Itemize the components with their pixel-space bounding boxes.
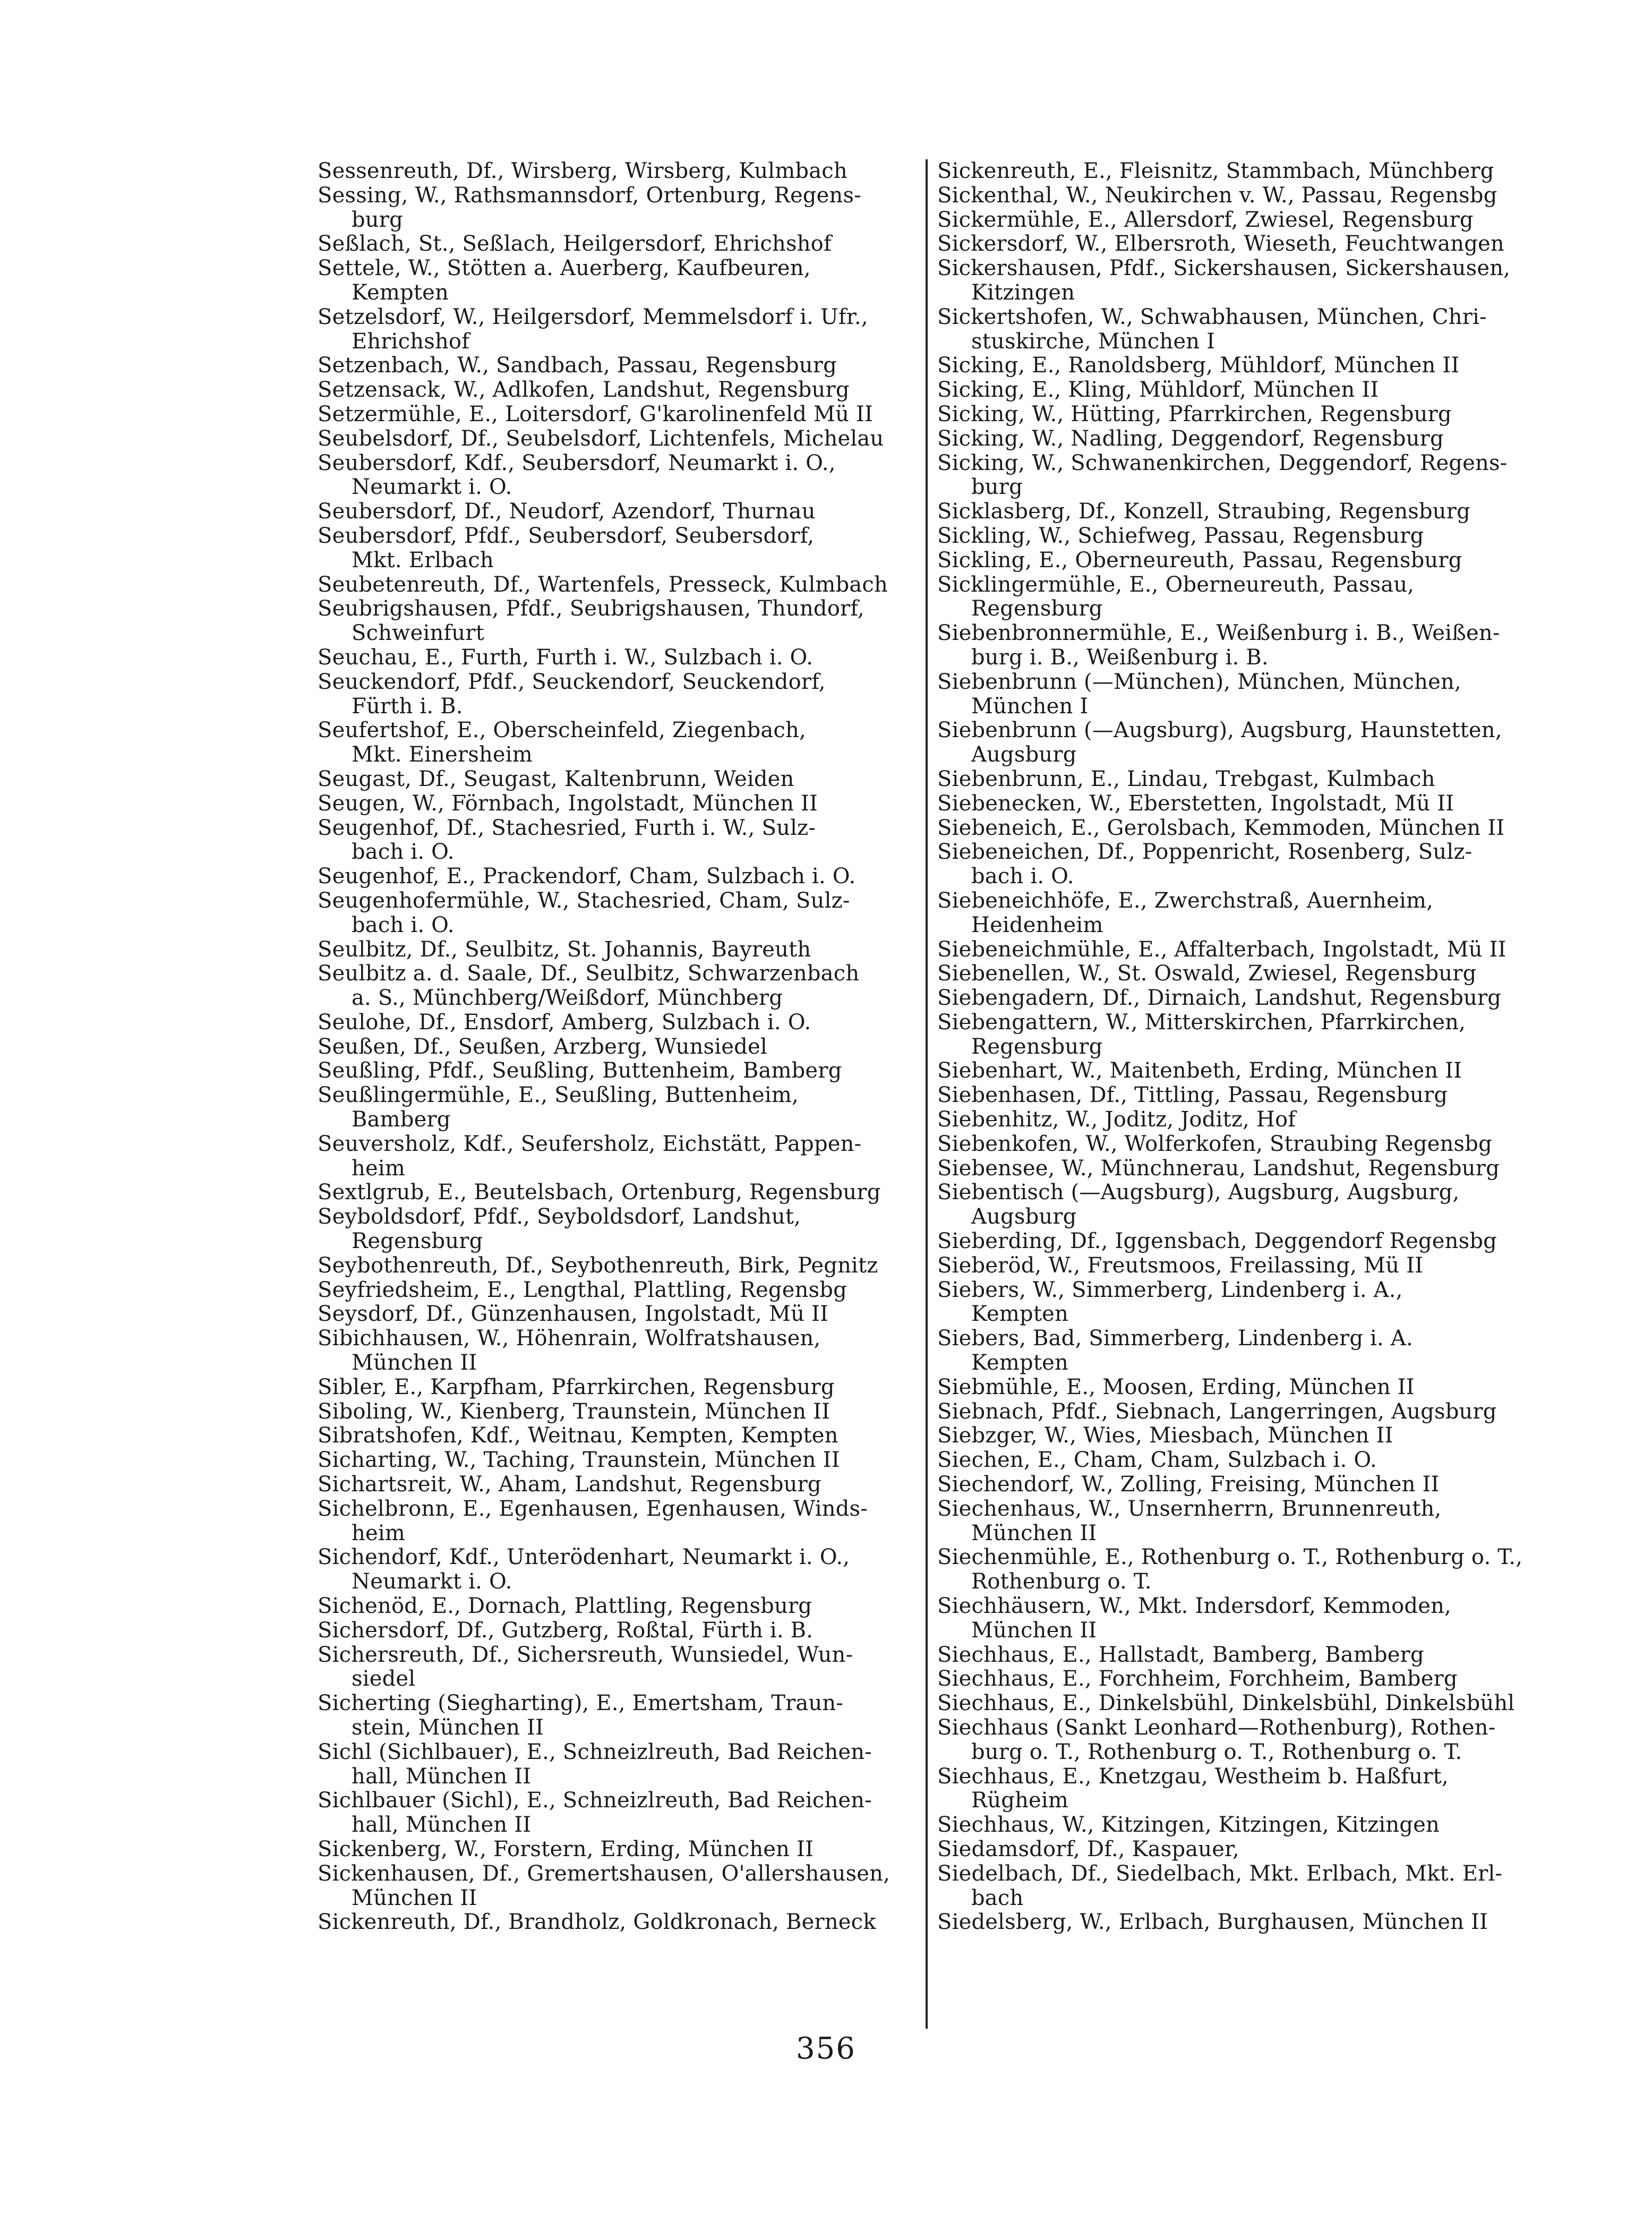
- entry-line: Sicking, W., Hütting, Pfarrkirchen, Regensburg: [937, 402, 1452, 426]
- entry-continuation-line: hall, München II: [352, 1813, 532, 1838]
- entry-line: Siechenhaus, W., Unsernherrn, Brunnenreuth,: [937, 1496, 1442, 1521]
- entry-line: Siedelsberg, W., Erlbach, Burghausen, München II: [937, 1910, 1488, 1935]
- gazetteer-entry: [937, 1132, 1559, 1157]
- entry-continuation-line: Fürth i. B.: [352, 694, 463, 719]
- entry-line: Siebenbrunn (—München), München, München,: [937, 669, 1461, 694]
- gazetteer-entry: [318, 1692, 934, 1740]
- entry-line: Sicking, W., Nadling, Deggendorf, Regensburg: [937, 426, 1444, 451]
- entry-line: Sicklasberg, Df., Konzell, Straubing, Regensburg: [937, 499, 1470, 524]
- entry-continuation-line: Kempten: [971, 1302, 1068, 1327]
- entry-line: Seulohe, Df., Ensdorf, Amberg, Sulzbach i. O.: [318, 1010, 811, 1035]
- entry-line: Siebengattern, W., Mitterskirchen, Pfarrkirchen,: [937, 1010, 1466, 1035]
- gazetteer-entry: [937, 1059, 1559, 1083]
- gazetteer-entry: [318, 1254, 934, 1278]
- entry-line: Sichenöd, E., Dornach, Plattling, Regensburg: [318, 1594, 812, 1619]
- entry-line: Seugast, Df., Seugast, Kaltenbrunn, Weiden: [318, 766, 794, 791]
- entry-line: Siebers, Bad, Simmerberg, Lindenberg i. A.: [937, 1326, 1413, 1351]
- gazetteer-entry: [318, 184, 934, 233]
- entry-line: Sichendorf, Kdf., Unterödenhart, Neumarkt i. O.,: [318, 1545, 850, 1570]
- entry-line: Sichartsreit, W., Aham, Landshut, Regensburg: [318, 1472, 821, 1497]
- entry-continuation-line: Regensburg: [971, 596, 1103, 621]
- entry-line: Seßlach, St., Seßlach, Heilgersdorf, Ehrichshof: [318, 232, 832, 257]
- gazetteer-entry: [318, 1205, 934, 1254]
- entry-continuation-line: Augsburg: [971, 742, 1077, 767]
- gazetteer-entry: [318, 597, 934, 646]
- entry-line: Sickling, E., Oberneureuth, Passau, Regensburg: [937, 548, 1462, 573]
- entry-line: Sibler, E., Karpfham, Pfarrkirchen, Regensburg: [318, 1374, 835, 1399]
- entry-continuation-line: bach i. O.: [352, 840, 455, 865]
- entry-line: Sextlgrub, E., Beutelsbach, Ortenburg, Regensburg: [318, 1180, 881, 1205]
- entry-line: Siechhäusern, W., Mkt. Indersdorf, Kemmoden,: [937, 1594, 1451, 1619]
- entry-line: Sessenreuth, Df., Wirsberg, Wirsberg, Kulmbach: [318, 159, 848, 183]
- gazetteer-entry: [318, 257, 934, 305]
- entry-continuation-line: burg: [971, 475, 1023, 500]
- entry-line: Seugen, W., Förnbach, Ingolstadt, München II: [318, 791, 818, 816]
- entry-line: Seußlingermühle, E., Seußling, Buttenheim,: [318, 1083, 799, 1108]
- gazetteer-entry: [937, 1594, 1559, 1643]
- gazetteer-entry: [318, 354, 934, 378]
- gazetteer-entry: [318, 1035, 934, 1060]
- gazetteer-entry: [937, 1692, 1559, 1716]
- entry-continuation-line: Ehrichshof: [352, 329, 470, 354]
- gazetteer-entry: [318, 646, 934, 670]
- gazetteer-entry: [937, 1473, 1559, 1497]
- gazetteer-entry: [318, 500, 934, 524]
- entry-line: Sickershausen, Pfdf., Sickershausen, Sickershausen,: [937, 256, 1511, 281]
- entry-line: Siebenbronnermühle, E., Weißenburg i. B., Weißen-: [937, 621, 1500, 646]
- entry-line: Settele, W., Stötten a. Auerberg, Kaufbeuren,: [318, 256, 811, 281]
- gazetteer-entry: [318, 719, 934, 767]
- entry-line: Seybothenreuth, Df., Seybothenreuth, Birk, Pegnitz: [318, 1253, 878, 1278]
- gazetteer-entry: [937, 1157, 1559, 1181]
- entry-line: Sichlbauer (Sichl), E., Schneizlreuth, Bad Reichen-: [318, 1788, 872, 1813]
- entry-line: Siebenhitz, W., Joditz, Joditz, Hof: [937, 1107, 1296, 1132]
- gazetteer-entry: [937, 1716, 1559, 1765]
- gazetteer-entry: [937, 889, 1559, 938]
- gazetteer-entry: [318, 1838, 934, 1862]
- gazetteer-entry: [937, 840, 1559, 889]
- gazetteer-entry: [937, 719, 1559, 767]
- entry-continuation-line: Neumarkt i. O.: [352, 1569, 512, 1594]
- entry-line: Siechhaus, E., Forchheim, Forchheim, Bamberg: [937, 1667, 1458, 1692]
- gazetteer-entry: [318, 1181, 934, 1205]
- gazetteer-entry: [937, 986, 1559, 1011]
- gazetteer-entry: [318, 427, 934, 451]
- gazetteer-entry: [318, 889, 934, 938]
- entry-line: Sickenthal, W., Neukirchen v. W., Passau, Regensbg: [937, 183, 1497, 208]
- entry-line: Seubersdorf, Pfdf., Seubersdorf, Seubersdorf,: [318, 523, 815, 548]
- entry-continuation-line: heim: [352, 1520, 405, 1545]
- entry-line: Seubersdorf, Kdf., Seubersdorf, Neumarkt i. O.,: [318, 450, 836, 475]
- entry-line: Siechenmühle, E., Rothenburg o. T., Rothenburg o. T.,: [937, 1545, 1523, 1570]
- entry-continuation-line: München II: [971, 1618, 1097, 1643]
- entry-line: Sicklingermühle, E., Oberneureuth, Passau,: [937, 572, 1415, 597]
- entry-continuation-line: Rügheim: [971, 1788, 1069, 1813]
- entry-continuation-line: Kempten: [971, 1351, 1068, 1376]
- entry-line: Sieberöd, W., Freutsmoos, Freilassing, Mü II: [937, 1253, 1424, 1278]
- gazetteer-entry: [937, 451, 1559, 500]
- entry-continuation-line: heim: [352, 1156, 405, 1181]
- entry-continuation-line: Bamberg: [352, 1107, 451, 1132]
- entry-line: Seuckendorf, Pfdf., Seuckendorf, Seuckendorf,: [318, 669, 826, 694]
- gazetteer-entry: [937, 1667, 1559, 1692]
- entry-line: Seysdorf, Df., Günzenhausen, Ingolstadt, Mü II: [318, 1302, 828, 1327]
- gazetteer-entry: [937, 962, 1559, 986]
- entry-line: Siechhaus, W., Kitzingen, Kitzingen, Kitzingen: [937, 1813, 1440, 1838]
- entry-line: Seußen, Df., Seußen, Arzberg, Wunsiedel: [318, 1034, 767, 1059]
- entry-continuation-line: München II: [971, 1520, 1097, 1545]
- gazetteer-entry: [937, 816, 1559, 841]
- gazetteer-entry: [937, 1813, 1559, 1838]
- entry-line: Sickenreuth, Df., Brandholz, Goldkronach, Berneck: [318, 1910, 876, 1935]
- gazetteer-entry: [318, 792, 934, 816]
- gazetteer-entry: [318, 1643, 934, 1692]
- entry-line: Sibichhausen, W., Höhenrain, Wolfratshausen,: [318, 1326, 821, 1351]
- gazetteer-entry: [937, 403, 1559, 427]
- entry-continuation-line: a. S., Münchberg/Weißdorf, Münchberg: [352, 986, 783, 1011]
- gazetteer-entry: [937, 767, 1559, 792]
- entry-line: Siebmühle, E., Moosen, Erding, München II: [937, 1374, 1415, 1399]
- gazetteer-entry: [937, 208, 1559, 233]
- entry-line: Seyboldsdorf, Pfdf., Seyboldsdorf, Landshut,: [318, 1205, 801, 1229]
- entry-continuation-line: Schweinfurt: [352, 621, 484, 646]
- gazetteer-entry: [318, 1376, 934, 1400]
- entry-line: Seugenhof, Df., Stachesried, Furth i. W., Sulz-: [318, 815, 816, 840]
- gazetteer-entry: [318, 1400, 934, 1424]
- entry-line: Siebenellen, W., St. Oswald, Zwiesel, Regensburg: [937, 961, 1477, 986]
- gazetteer-entry: [937, 1181, 1559, 1229]
- gazetteer-entry: [318, 1545, 934, 1594]
- entry-line: Siechhaus (Sankt Leonhard—Rothenburg), Rothen-: [937, 1715, 1496, 1740]
- gazetteer-entry: [318, 670, 934, 719]
- entry-line: Seyfriedsheim, E., Lengthal, Plattling, Regensbg: [318, 1277, 847, 1302]
- entry-line: Sickenreuth, E., Fleisnitz, Stammbach, Münchberg: [937, 159, 1494, 183]
- entry-line: Siebeneichen, Df., Poppenricht, Rosenberg, Sulz-: [937, 840, 1473, 865]
- entry-line: Sickersdorf, W., Elbersroth, Wieseth, Feuchtwangen: [937, 232, 1504, 257]
- entry-continuation-line: siedel: [352, 1667, 416, 1692]
- entry-line: Siechen, E., Cham, Cham, Sulzbach i. O.: [937, 1448, 1377, 1473]
- gazetteer-entry: [937, 1400, 1559, 1424]
- gazetteer-entry: [318, 524, 934, 573]
- gazetteer-entry: [937, 1083, 1559, 1108]
- entry-line: Siechhaus, E., Hallstadt, Bamberg, Bamberg: [937, 1642, 1424, 1667]
- entry-line: Seufertshof, E., Oberscheinfeld, Ziegenbach,: [318, 718, 806, 743]
- gazetteer-entry: [937, 1448, 1559, 1473]
- gazetteer-entry: [318, 305, 934, 354]
- entry-line: Siechhaus, E., Knetzgau, Westheim b. Haßfurt,: [937, 1764, 1449, 1789]
- gazetteer-entry: [937, 524, 1559, 549]
- entry-line: Sichersreuth, Df., Sichersreuth, Wunsiedel, Wun-: [318, 1642, 853, 1667]
- entry-continuation-line: stuskirche, München I: [971, 329, 1216, 354]
- gazetteer-entry: [937, 938, 1559, 962]
- gazetteer-entry: [937, 1643, 1559, 1668]
- entry-continuation-line: Mkt. Einersheim: [352, 742, 533, 767]
- gazetteer-entry: [318, 1862, 934, 1911]
- entry-line: Siechhaus, E., Dinkelsbühl, Dinkelsbühl, Dinkelsbühl: [937, 1691, 1515, 1716]
- entry-line: Sickenberg, W., Forstern, Erding, München II: [318, 1836, 814, 1861]
- entry-line: Siebeneichmühle, E., Affalterbach, Ingolstadt, Mü II: [937, 937, 1507, 962]
- gazetteer-entry: [937, 1862, 1559, 1911]
- entry-continuation-line: bach: [971, 1885, 1024, 1910]
- entry-line: Siboling, W., Kienberg, Traunstein, München II: [318, 1399, 831, 1424]
- gazetteer-entry: [937, 1108, 1559, 1132]
- entry-continuation-line: München II: [352, 1351, 477, 1376]
- entry-continuation-line: Neumarkt i. O.: [352, 475, 512, 500]
- entry-line: Sickermühle, E., Allersdorf, Zwiesel, Regensburg: [937, 207, 1474, 232]
- page-number: 356: [796, 2031, 856, 2066]
- entry-continuation-line: Kitzingen: [971, 280, 1075, 305]
- entry-continuation-line: München I: [971, 694, 1089, 719]
- gazetteer-entry: [937, 1011, 1559, 1060]
- entry-continuation-line: Regensburg: [971, 1034, 1103, 1059]
- gazetteer-entry: [318, 1789, 934, 1838]
- entry-line: Sichersdorf, Df., Gutzberg, Roßtal, Fürth i. B.: [318, 1618, 814, 1643]
- entry-line: Setzensack, W., Adlkofen, Landshut, Regensburg: [318, 378, 850, 403]
- gazetteer-entry: [937, 232, 1559, 257]
- entry-continuation-line: Mkt. Erlbach: [352, 548, 494, 573]
- entry-continuation-line: bach i. O.: [352, 912, 455, 937]
- gazetteer-entry: [318, 1619, 934, 1643]
- entry-line: Siedelbach, Df., Siedelbach, Mkt. Erlbach, Mkt. Erl-: [937, 1861, 1503, 1886]
- entry-continuation-line: stein, München II: [352, 1715, 544, 1740]
- gazetteer-entry: [318, 573, 934, 597]
- gazetteer-entry: [318, 767, 934, 792]
- entry-line: Siebentisch (—Augsburg), Augsburg, Augsburg,: [937, 1180, 1460, 1205]
- entry-line: Siebengadern, Df., Dirnaich, Landshut, Regensburg: [937, 986, 1502, 1011]
- gazetteer-entry: [937, 1838, 1559, 1862]
- gazetteer-entry: [937, 573, 1559, 622]
- gazetteer-entry: [318, 1910, 934, 1935]
- entry-line: Siedamsdorf, Df., Kaspauer,: [937, 1836, 1239, 1861]
- gazetteer-entry: [318, 403, 934, 427]
- entry-line: Seulbitz, Df., Seulbitz, St. Johannis, Bayreuth: [318, 937, 811, 962]
- entry-line: Seulbitz a. d. Saale, Df., Seulbitz, Schwarzenbach: [318, 961, 860, 986]
- entry-line: Siebenhart, W., Maitenbeth, Erding, München II: [937, 1058, 1462, 1083]
- entry-line: Seubetenreuth, Df., Wartenfels, Presseck, Kulmbach: [318, 572, 888, 597]
- entry-line: Siebers, W., Simmerberg, Lindenberg i. A.,: [937, 1277, 1403, 1302]
- entry-line: Sessing, W., Rathsmannsdorf, Ortenburg, Regens-: [318, 183, 861, 208]
- gazetteer-entry: [937, 1424, 1559, 1448]
- entry-line: Siebeneichhöfe, E., Zwerchstraß, Auernheim,: [937, 888, 1434, 913]
- gazetteer-entry: [937, 621, 1559, 670]
- entry-line: Sieberding, Df., Iggensbach, Deggendorf Regensbg: [937, 1229, 1497, 1254]
- gazetteer-entry: [318, 1594, 934, 1619]
- entry-line: Seuversholz, Kdf., Seufersholz, Eichstätt, Pappen-: [318, 1131, 862, 1156]
- entry-line: Sicharting, W., Taching, Traunstein, München II: [318, 1448, 840, 1473]
- entry-line: Seubelsdorf, Df., Seubelsdorf, Lichtenfels, Michelau: [318, 426, 884, 451]
- gazetteer-entry: [318, 1424, 934, 1448]
- gazetteer-entry: [937, 1327, 1559, 1376]
- gazetteer-entry: [318, 1132, 934, 1181]
- entry-line: Sicking, E., Ranoldsberg, Mühldorf, München II: [937, 353, 1460, 378]
- entry-line: Sibratshofen, Kdf., Weitnau, Kempten, Kempten: [318, 1423, 838, 1448]
- gazetteer-entry: [937, 1545, 1559, 1594]
- entry-line: Siechendorf, W., Zolling, Freising, München II: [937, 1472, 1440, 1497]
- gazetteer-entry: [318, 159, 934, 184]
- gazetteer-entry: [937, 549, 1559, 573]
- entry-continuation-line: Kempten: [352, 280, 449, 305]
- entry-continuation-line: burg i. B., Weißenburg i. B.: [971, 645, 1269, 670]
- gazetteer-entry: [318, 378, 934, 403]
- gazetteer-entry: [318, 1448, 934, 1473]
- entry-continuation-line: burg o. T., Rothenburg o. T., Rothenburg o. T.: [971, 1739, 1462, 1764]
- entry-line: Siebenhasen, Df., Tittling, Passau, Regensburg: [937, 1083, 1448, 1108]
- gazetteer-entry: [937, 354, 1559, 378]
- entry-continuation-line: Heidenheim: [971, 912, 1103, 937]
- entry-line: Siebeneich, E., Gerolsbach, Kemmoden, München II: [937, 815, 1505, 840]
- entry-line: Seubersdorf, Df., Neudorf, Azendorf, Thurnau: [318, 499, 816, 524]
- entry-line: Sickenhausen, Df., Gremertshausen, O'allershausen,: [318, 1861, 891, 1886]
- gazetteer-entry: [318, 1327, 934, 1376]
- gazetteer-entry: [318, 1278, 934, 1303]
- gazetteer-entry: [318, 451, 934, 500]
- gazetteer-entry: [937, 184, 1559, 208]
- entry-line: Seußling, Pfdf., Seußling, Buttenheim, Bamberg: [318, 1058, 842, 1083]
- gazetteer-entry: [318, 232, 934, 257]
- gazetteer-entry: [937, 378, 1559, 403]
- gazetteer-entry: [318, 1740, 934, 1789]
- entry-line: Sicking, E., Kling, Mühldorf, München II: [937, 378, 1379, 403]
- gazetteer-entry: [318, 1473, 934, 1497]
- gazetteer-entry: [318, 865, 934, 889]
- entry-continuation-line: Regensburg: [352, 1229, 483, 1254]
- entry-continuation-line: München II: [352, 1885, 477, 1910]
- entry-line: Seuchau, E., Furth, Furth i. W., Sulzbach i. O.: [318, 645, 814, 670]
- gazetteer-entry: [937, 1376, 1559, 1400]
- entry-line: Seugenhof, E., Prackendorf, Cham, Sulzbach i. O.: [318, 864, 856, 889]
- entry-line: Sickling, W., Schiefweg, Passau, Regensburg: [937, 523, 1424, 548]
- gazetteer-entry: [937, 670, 1559, 719]
- gazetteer-entry: [937, 427, 1559, 451]
- entry-continuation-line: burg: [352, 207, 403, 232]
- gazetteer-entry: [937, 1229, 1559, 1254]
- entry-line: Seugenhofermühle, W., Stachesried, Cham, Sulz-: [318, 888, 850, 913]
- gazetteer-entry: [318, 1059, 934, 1083]
- gazetteer-entry: [937, 1497, 1559, 1546]
- entry-line: Siebenbrunn, E., Lindau, Trebgast, Kulmbach: [937, 766, 1435, 791]
- gazetteer-entry: [318, 938, 934, 962]
- entry-line: Sichl (Sichlbauer), E., Schneizlreuth, Bad Reichen-: [318, 1739, 872, 1764]
- entry-line: Siebensee, W., Münchnerau, Landshut, Regensburg: [937, 1156, 1500, 1181]
- entry-line: Sicherting (Siegharting), E., Emertsham, Traun-: [318, 1691, 844, 1716]
- gazetteer-entry: [937, 1910, 1559, 1935]
- gazetteer-entry: [318, 1302, 934, 1327]
- gazetteer-entry: [318, 816, 934, 865]
- entry-line: Setzelsdorf, W., Heilgersdorf, Memmelsdorf i. Ufr.,: [318, 304, 868, 329]
- gazetteer-entry: [937, 1254, 1559, 1278]
- entry-line: Siebenecken, W., Eberstetten, Ingolstadt, Mü II: [937, 791, 1454, 816]
- gazetteer-entry: [318, 1497, 934, 1546]
- entry-line: Siebzger, W., Wies, Miesbach, München II: [937, 1423, 1393, 1448]
- entry-continuation-line: hall, München II: [352, 1764, 532, 1789]
- entry-line: Siebenkofen, W., Wolferkofen, Straubing Regensbg: [937, 1131, 1492, 1156]
- gazetteer-entry: [937, 792, 1559, 816]
- entry-line: Sickertshofen, W., Schwabhausen, München, Chri-: [937, 304, 1487, 329]
- gazetteer-entry: [937, 305, 1559, 354]
- entry-line: Setzenbach, W., Sandbach, Passau, Regensburg: [318, 353, 837, 378]
- entry-line: Setzermühle, E., Loitersdorf, G'karolinenfeld Mü II: [318, 402, 874, 426]
- gazetteer-entry: [937, 257, 1559, 305]
- entry-line: Sicking, W., Schwanenkirchen, Deggendorf, Regens-: [937, 450, 1508, 475]
- gazetteer-entry: [937, 1278, 1559, 1327]
- entry-line: Siebnach, Pfdf., Siebnach, Langerringen, Augsburg: [937, 1399, 1497, 1424]
- gazetteer-entry: [318, 962, 934, 1011]
- gazetteer-entry: [937, 1765, 1559, 1814]
- entry-line: Seubrigshausen, Pfdf., Seubrigshausen, Thundorf,: [318, 596, 864, 621]
- gazetteer-entry: [937, 159, 1559, 184]
- entry-line: Siebenbrunn (—Augsburg), Augsburg, Haunstetten,: [937, 718, 1502, 743]
- left-column: [318, 159, 934, 1935]
- entry-continuation-line: Rothenburg o. T.: [971, 1569, 1152, 1594]
- gazetteer-entry: [318, 1083, 934, 1132]
- right-column: [937, 159, 1559, 1935]
- entry-continuation-line: bach i. O.: [971, 864, 1074, 889]
- column-divider: [926, 159, 928, 2029]
- entry-line: Sichelbronn, E., Egenhausen, Egenhausen, Winds-: [318, 1496, 868, 1521]
- gazetteer-entry: [937, 500, 1559, 524]
- entry-continuation-line: Augsburg: [971, 1205, 1077, 1229]
- gazetteer-entry: [318, 1011, 934, 1035]
